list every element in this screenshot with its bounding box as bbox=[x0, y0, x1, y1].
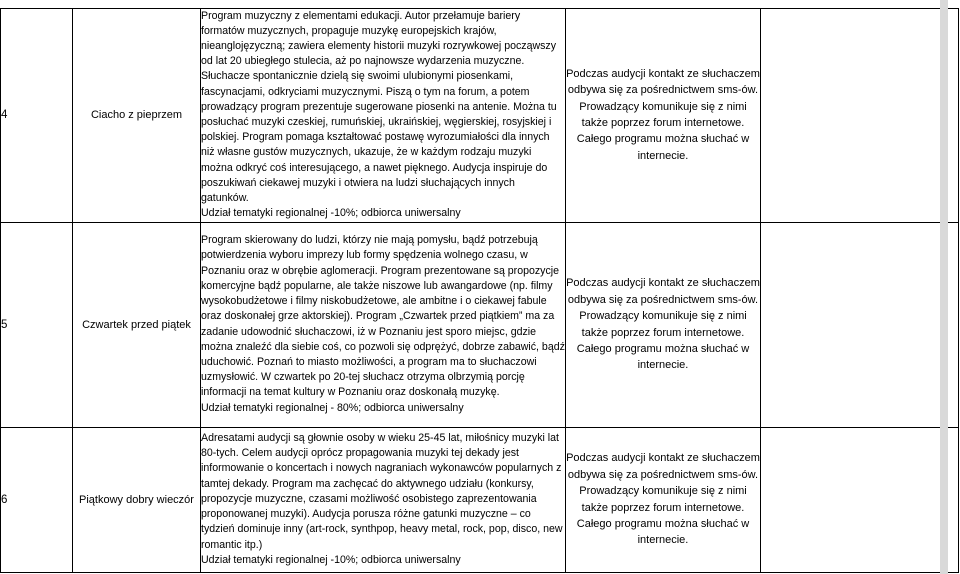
table-row bbox=[1, 222, 959, 427]
program-description: Adresatami audycji są głownie osoby w wieku 25-45 lat, miłośnicy muzyki lat 80-tych. Celem audycji oprócz propagowania muzyki tej dekady jest informowanie o koncertach i nowych nagraniach wykonawców popularnych z tamtej dekady. Program ma zachęcać do aktywnego udziału (konkursy, propozycje muzyczne, czasami możliwość osobistego zaprezentowania proponowanej muzyki). Audycja porusza różne gatunki muzyczne – co tydzień dominuje inny (art-rock, synthpop, heavy metal, rock, pop, disco, new romantic itp.) bbox=[201, 432, 563, 551]
program-title: Czwartek przed piątek bbox=[73, 222, 201, 427]
row-number: 5 bbox=[1, 222, 73, 427]
regional-share: Udział tematyki regionalnej -10%; odbiorca uniwersalny bbox=[201, 553, 461, 566]
table-top-spacer-row bbox=[1, 0, 959, 8]
contact-info: Podczas audycji kontakt ze słuchaczem odbywa się za pośrednictwem sms-ów. Prowadzący komunikuje się z nimi także poprzez forum internetowe. Całego programu można słuchać w internecie. bbox=[566, 427, 761, 572]
page-edge-shading bbox=[940, 0, 948, 574]
contact-info: Podczas audycji kontakt ze słuchaczem odbywa się za pośrednictwem sms-ów. Prowadzący komunikuje się z nimi także poprzez forum internetowe. Całego programu można słuchać w internecie. bbox=[566, 8, 761, 222]
empty-cell bbox=[761, 222, 959, 427]
row-number: 4 bbox=[1, 8, 73, 222]
program-title: Ciacho z pieprzem bbox=[73, 8, 201, 222]
row-number: 6 bbox=[1, 427, 73, 572]
program-description: Program muzyczny z elementami edukacji. Autor przełamuje bariery formatów muzycznych, propaguje muzykę europejskich krajów, nieanglojęzyczną; zawiera elementy historii muzyki rozrywkowej począwszy od lat 20 ubiegłego stulecia, aż po najnowsze wydarzenia muzyczne. Słuchacze spontanicznie dzielą się swoimi ulubionymi piosenkami, fascynacjami, odkryciami muzycznymi. Piszą o tym na forum, a potem prowadzący program prezentuje sugerowane piosenki na antenie. Można tu posłuchać muzyki czeskiej, rumuńskiej, ukraińskiej, węgierskiej, rosyjskiej i polskiej. Program pomaga kształtować postawę wyrozumiałości dla innych niż własne gustów muzycznych, ukazuje, że w każdym rodzaju muzyki można odkryć coś interesującego, a nawet pięknego. Audycja inspiruje do poszukiwań ciekawej muzyki i otwiera na ludzi słuchających innych gatunków. bbox=[201, 9, 557, 205]
program-description-cell bbox=[201, 8, 566, 222]
contact-info: Podczas audycji kontakt ze słuchaczem odbywa się za pośrednictwem sms-ów. Prowadzący komunikuje się z nimi także poprzez forum internetowe. Całego programu można słuchać w internecie. bbox=[566, 222, 761, 427]
program-description-cell bbox=[201, 427, 566, 572]
regional-share: Udział tematyki regionalnej - 80%; odbiorca uniwersalny bbox=[201, 401, 464, 414]
table-row bbox=[1, 8, 959, 222]
program-description: Program skierowany do ludzi, którzy nie mają pomysłu, bądź potrzebują potwierdzenia wyboru imprezy lub formy spędzenia wolnego czasu, w Poznaniu oraz w obrębie aglomeracji. Program prezentowane są propozycje komercyjne bądź popularne, ale także niszowe lub awangardowe (np. filmy wysokobudżetowe i filmy niskobudżetowe, ale ambitne i o ciekawej fabule oraz doskonałej grze aktorskiej). Program „Czwartek przed piątkiem” ma za zadanie udowodnić słuchaczowi, iż w Poznaniu jest sporo miejsc, gdzie można znaleźć dla siebie coś, co pozwoli się odprężyć, dobrze zabawić, bądź uduchowić. Poznań to miasto możliwości, a program ma to słuchaczowi uzmysłowić. W czwartek po 20-tej słuchacz otrzyma olbrzymią porcję informacji na temat kultury w Poznaniu oraz doskonałą muzykę. bbox=[201, 234, 565, 399]
empty-cell bbox=[761, 427, 959, 572]
table-row bbox=[1, 427, 959, 572]
program-description-cell bbox=[201, 222, 566, 427]
regional-share: Udział tematyki regionalnej -10%; odbiorca uniwersalny bbox=[201, 207, 461, 220]
empty-cell bbox=[761, 8, 959, 222]
program-title: Piątkowy dobry wieczór bbox=[73, 427, 201, 572]
